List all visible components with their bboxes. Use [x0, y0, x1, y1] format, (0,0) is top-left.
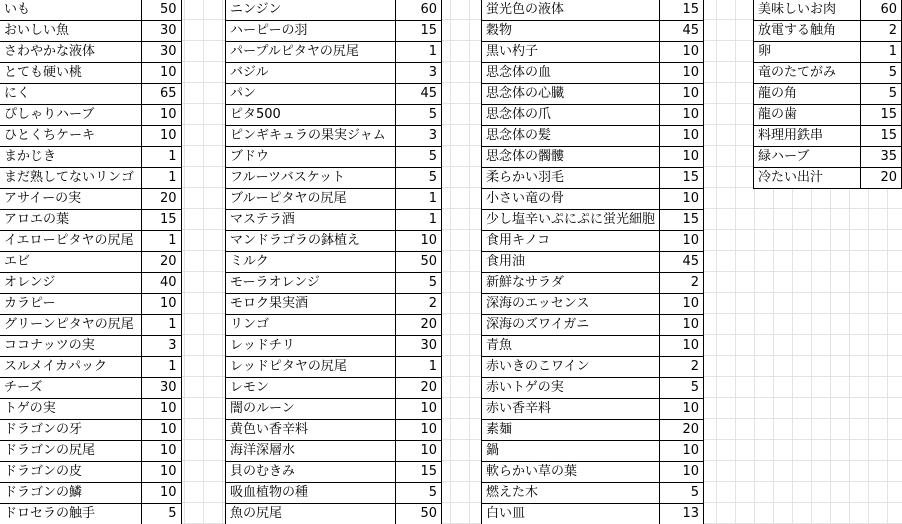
- item-name-cell[interactable]: レッドピタヤの尻尾: [226, 357, 396, 378]
- table-row: [482, 84, 704, 105]
- item-quantity-cell[interactable]: 60: [860, 0, 901, 21]
- table-row: [0, 483, 181, 504]
- table-row: [482, 252, 704, 273]
- item-quantity-cell[interactable]: 10: [396, 441, 442, 462]
- table-row: [226, 84, 442, 105]
- item-quantity-cell[interactable]: 15: [660, 168, 704, 189]
- item-quantity-cell[interactable]: 5: [396, 168, 442, 189]
- table-row: [0, 105, 181, 126]
- item-name-cell[interactable]: 闇のルーン: [226, 399, 396, 420]
- item-quantity-cell[interactable]: 60: [396, 0, 442, 21]
- item-name-cell[interactable]: ピタ500: [226, 105, 396, 126]
- item-name-cell[interactable]: 思念体の爪: [482, 105, 660, 126]
- item-name-cell[interactable]: グリーンピタヤの尻尾: [0, 315, 141, 336]
- item-name-cell[interactable]: フルーツバスケット: [226, 168, 396, 189]
- table-row: [754, 0, 902, 21]
- item-quantity-cell[interactable]: 10: [141, 420, 181, 441]
- table-row: [226, 189, 442, 210]
- item-quantity-cell[interactable]: 2: [660, 357, 704, 378]
- table-row: [226, 210, 442, 231]
- item-quantity-cell[interactable]: 10: [660, 189, 704, 210]
- item-name-cell[interactable]: モーラオレンジ: [226, 273, 396, 294]
- item-quantity-cell[interactable]: 5: [396, 483, 442, 504]
- item-name-cell[interactable]: 食用キノコ: [482, 231, 660, 252]
- table-row: [482, 336, 704, 357]
- item-name-cell[interactable]: 緑ハーブ: [754, 147, 861, 168]
- table-row: [226, 483, 442, 504]
- table-row: [0, 252, 181, 273]
- item-quantity-cell[interactable]: 20: [396, 315, 442, 336]
- item-name-cell[interactable]: 鍋: [482, 441, 660, 462]
- item-quantity-cell[interactable]: 50: [141, 0, 181, 21]
- table-row: [0, 189, 181, 210]
- item-quantity-cell[interactable]: 10: [660, 315, 704, 336]
- item-name-cell[interactable]: 深海のズワイガニ: [482, 315, 660, 336]
- table-row: [226, 105, 442, 126]
- item-name-cell[interactable]: 魚の尻尾: [226, 504, 396, 524]
- table-row: [482, 147, 704, 168]
- item-quantity-cell[interactable]: 15: [141, 210, 181, 231]
- item-name-cell[interactable]: パン: [226, 84, 396, 105]
- table-row: [226, 294, 442, 315]
- item-quantity-cell[interactable]: 15: [660, 0, 704, 21]
- item-name-cell[interactable]: 放電する触角: [754, 21, 861, 42]
- item-quantity-cell[interactable]: 20: [860, 168, 901, 189]
- table-row: [482, 504, 704, 524]
- item-name-cell[interactable]: ひとくちケーキ: [0, 126, 141, 147]
- item-name-cell[interactable]: モロク果実酒: [226, 294, 396, 315]
- item-quantity-cell[interactable]: 10: [660, 63, 704, 84]
- item-name-cell[interactable]: まだ熟してないリンゴ: [0, 168, 141, 189]
- item-quantity-cell[interactable]: 10: [396, 420, 442, 441]
- item-name-cell[interactable]: バジル: [226, 63, 396, 84]
- table-row: [226, 168, 442, 189]
- item-quantity-cell[interactable]: 10: [660, 147, 704, 168]
- item-quantity-cell[interactable]: 10: [660, 336, 704, 357]
- table-row: [0, 399, 181, 420]
- item-quantity-cell[interactable]: 35: [860, 147, 901, 168]
- ingredient-table-4: [753, 0, 902, 189]
- table-row: [226, 378, 442, 399]
- table-row: [226, 504, 442, 524]
- item-quantity-cell[interactable]: 1: [396, 357, 442, 378]
- item-name-cell[interactable]: 龍の歯: [754, 105, 861, 126]
- table-row: [482, 168, 704, 189]
- table-row: [0, 357, 181, 378]
- table-row: [482, 294, 704, 315]
- item-name-cell[interactable]: 竜のたてがみ: [754, 63, 861, 84]
- item-quantity-cell[interactable]: 10: [141, 462, 181, 483]
- item-name-cell[interactable]: ドロセラの触手: [0, 504, 141, 524]
- item-quantity-cell[interactable]: 5: [860, 63, 901, 84]
- item-quantity-cell[interactable]: 20: [396, 378, 442, 399]
- table-row: [482, 483, 704, 504]
- item-name-cell[interactable]: 思念体の心臓: [482, 84, 660, 105]
- item-name-cell[interactable]: リンゴ: [226, 315, 396, 336]
- table-row: [226, 462, 442, 483]
- item-name-cell[interactable]: ドラゴンの牙: [0, 420, 141, 441]
- table-row: [226, 336, 442, 357]
- table-row: [0, 63, 181, 84]
- table-row: [482, 0, 704, 21]
- item-quantity-cell[interactable]: 45: [396, 84, 442, 105]
- item-name-cell[interactable]: 料理用鉄串: [754, 126, 861, 147]
- item-quantity-cell[interactable]: 20: [141, 252, 181, 273]
- item-name-cell[interactable]: 思念体の髪: [482, 126, 660, 147]
- item-name-cell[interactable]: 蛍光色の液体: [482, 0, 660, 21]
- table-row: [482, 441, 704, 462]
- item-name-cell[interactable]: 小さい竜の骨: [482, 189, 660, 210]
- table-row: [0, 231, 181, 252]
- table-row: [754, 105, 902, 126]
- item-quantity-cell[interactable]: 10: [660, 294, 704, 315]
- table-row: [754, 21, 902, 42]
- item-name-cell[interactable]: ブルーピタヤの尻尾: [226, 189, 396, 210]
- item-quantity-cell[interactable]: 5: [396, 105, 442, 126]
- item-name-cell[interactable]: 穀物: [482, 21, 660, 42]
- item-quantity-cell[interactable]: 1: [141, 168, 181, 189]
- item-name-cell[interactable]: いも: [0, 0, 141, 21]
- table-row: [0, 441, 181, 462]
- ingredient-table-1: [0, 0, 182, 524]
- item-quantity-cell[interactable]: 10: [660, 441, 704, 462]
- item-name-cell[interactable]: ブドウ: [226, 147, 396, 168]
- item-name-cell[interactable]: ドラゴンの鱗: [0, 483, 141, 504]
- table-row: [482, 210, 704, 231]
- item-name-cell[interactable]: 青魚: [482, 336, 660, 357]
- item-name-cell[interactable]: 赤い香辛料: [482, 399, 660, 420]
- item-name-cell[interactable]: ドラゴンの尻尾: [0, 441, 141, 462]
- table-row: [754, 84, 902, 105]
- table-row: [226, 231, 442, 252]
- item-name-cell[interactable]: オレンジ: [0, 273, 141, 294]
- item-quantity-cell[interactable]: 2: [860, 21, 901, 42]
- table-row: [482, 378, 704, 399]
- item-name-cell[interactable]: 深海のエッセンス: [482, 294, 660, 315]
- item-name-cell[interactable]: 黒い杓子: [482, 42, 660, 63]
- item-name-cell[interactable]: スルメイカパック: [0, 357, 141, 378]
- item-quantity-cell[interactable]: 3: [396, 126, 442, 147]
- item-quantity-cell[interactable]: 10: [141, 399, 181, 420]
- table-row: [482, 231, 704, 252]
- item-quantity-cell[interactable]: 30: [141, 21, 181, 42]
- table-row: [482, 357, 704, 378]
- item-quantity-cell[interactable]: 2: [660, 273, 704, 294]
- item-name-cell[interactable]: 吸血植物の種: [226, 483, 396, 504]
- item-name-cell[interactable]: カラピー: [0, 294, 141, 315]
- table-row: [0, 21, 181, 42]
- table-row: [226, 0, 442, 21]
- item-quantity-cell[interactable]: 50: [396, 504, 442, 524]
- item-quantity-cell[interactable]: 10: [141, 63, 181, 84]
- item-quantity-cell[interactable]: 10: [660, 462, 704, 483]
- item-name-cell[interactable]: とても硬い桃: [0, 63, 141, 84]
- item-name-cell[interactable]: 龍の角: [754, 84, 861, 105]
- table-row: [0, 126, 181, 147]
- table-row: [754, 147, 902, 168]
- item-name-cell[interactable]: アロエの葉: [0, 210, 141, 231]
- item-name-cell[interactable]: チーズ: [0, 378, 141, 399]
- item-name-cell[interactable]: 思念体の血: [482, 63, 660, 84]
- item-name-cell[interactable]: マンドラゴラの鉢植え: [226, 231, 396, 252]
- item-name-cell[interactable]: 赤いトゲの実: [482, 378, 660, 399]
- item-name-cell[interactable]: 軟らかい草の葉: [482, 462, 660, 483]
- table-row: [226, 420, 442, 441]
- item-name-cell[interactable]: ぴしゃりハーブ: [0, 105, 141, 126]
- item-name-cell[interactable]: レモン: [226, 378, 396, 399]
- item-name-cell[interactable]: トゲの実: [0, 399, 141, 420]
- item-quantity-cell[interactable]: 10: [660, 84, 704, 105]
- table-row: [0, 210, 181, 231]
- table-row: [0, 420, 181, 441]
- table-row: [226, 399, 442, 420]
- item-name-cell[interactable]: 赤いきのこワイン: [482, 357, 660, 378]
- item-quantity-cell[interactable]: 15: [860, 126, 901, 147]
- ingredient-table-2: [225, 0, 442, 524]
- item-quantity-cell[interactable]: 1: [141, 357, 181, 378]
- item-quantity-cell[interactable]: 10: [396, 399, 442, 420]
- table-row: [482, 462, 704, 483]
- table-row: [226, 147, 442, 168]
- item-quantity-cell[interactable]: 15: [860, 105, 901, 126]
- item-name-cell[interactable]: マステラ酒: [226, 210, 396, 231]
- item-name-cell[interactable]: アサイーの実: [0, 189, 141, 210]
- table-row: [482, 63, 704, 84]
- item-quantity-cell[interactable]: 2: [396, 294, 442, 315]
- table-row: [754, 63, 902, 84]
- item-name-cell[interactable]: 貝のむきみ: [226, 462, 396, 483]
- item-name-cell[interactable]: パープルピタヤの尻尾: [226, 42, 396, 63]
- item-quantity-cell[interactable]: 45: [660, 252, 704, 273]
- item-quantity-cell[interactable]: 5: [660, 483, 704, 504]
- item-quantity-cell[interactable]: 5: [860, 84, 901, 105]
- table-row: [0, 504, 181, 524]
- item-quantity-cell[interactable]: 15: [396, 21, 442, 42]
- item-name-cell[interactable]: ハーピーの羽: [226, 21, 396, 42]
- item-name-cell[interactable]: 黄色い香辛料: [226, 420, 396, 441]
- table-row: [482, 189, 704, 210]
- item-quantity-cell[interactable]: 1: [396, 189, 442, 210]
- table-row: [226, 21, 442, 42]
- table-row: [0, 84, 181, 105]
- table-row: [0, 0, 181, 21]
- item-quantity-cell[interactable]: 45: [660, 21, 704, 42]
- item-name-cell[interactable]: 素麺: [482, 420, 660, 441]
- table-row: [754, 126, 902, 147]
- table-row: [482, 42, 704, 63]
- table-row: [0, 42, 181, 63]
- item-quantity-cell[interactable]: 1: [141, 231, 181, 252]
- item-name-cell[interactable]: 思念体の髑髏: [482, 147, 660, 168]
- item-name-cell[interactable]: エビ: [0, 252, 141, 273]
- item-name-cell[interactable]: 新鮮なサラダ: [482, 273, 660, 294]
- table-row: [482, 105, 704, 126]
- item-name-cell[interactable]: 冷たい出汁: [754, 168, 861, 189]
- item-quantity-cell[interactable]: 1: [396, 210, 442, 231]
- table-row: [0, 378, 181, 399]
- table-row: [226, 273, 442, 294]
- item-quantity-cell[interactable]: 30: [141, 42, 181, 63]
- table-row: [226, 126, 442, 147]
- item-name-cell[interactable]: 白い皿: [482, 504, 660, 524]
- item-quantity-cell[interactable]: 10: [660, 105, 704, 126]
- item-name-cell[interactable]: 少し塩辛いぷにぷに蛍光細胞: [482, 210, 660, 231]
- table-row: [0, 462, 181, 483]
- item-quantity-cell[interactable]: 10: [660, 399, 704, 420]
- item-quantity-cell[interactable]: 10: [141, 105, 181, 126]
- table-row: [0, 147, 181, 168]
- item-name-cell[interactable]: ミルク: [226, 252, 396, 273]
- item-quantity-cell[interactable]: 30: [141, 378, 181, 399]
- ingredient-table-3: [481, 0, 704, 524]
- table-row: [0, 315, 181, 336]
- table-row: [482, 315, 704, 336]
- item-quantity-cell[interactable]: 15: [396, 462, 442, 483]
- item-name-cell[interactable]: おいしい魚: [0, 21, 141, 42]
- item-name-cell[interactable]: ピンギキュラの果実ジャム: [226, 126, 396, 147]
- item-quantity-cell[interactable]: 3: [141, 336, 181, 357]
- item-quantity-cell[interactable]: 10: [141, 441, 181, 462]
- item-quantity-cell[interactable]: 5: [141, 504, 181, 524]
- table-row: [226, 357, 442, 378]
- table-row: [226, 63, 442, 84]
- item-quantity-cell[interactable]: 5: [396, 273, 442, 294]
- item-name-cell[interactable]: 海洋深層水: [226, 441, 396, 462]
- table-row: [0, 273, 181, 294]
- table-row: [482, 420, 704, 441]
- table-row: [0, 294, 181, 315]
- table-row: [754, 42, 902, 63]
- table-row: [482, 126, 704, 147]
- item-quantity-cell[interactable]: 10: [660, 231, 704, 252]
- item-quantity-cell[interactable]: 10: [141, 294, 181, 315]
- table-row: [0, 336, 181, 357]
- item-quantity-cell[interactable]: 13: [660, 504, 704, 524]
- table-row: [482, 273, 704, 294]
- item-quantity-cell[interactable]: 5: [396, 147, 442, 168]
- item-quantity-cell[interactable]: 3: [396, 63, 442, 84]
- item-quantity-cell[interactable]: 10: [660, 42, 704, 63]
- item-quantity-cell[interactable]: 10: [141, 483, 181, 504]
- item-name-cell[interactable]: まかじき: [0, 147, 141, 168]
- table-row: [226, 42, 442, 63]
- item-name-cell[interactable]: ドラゴンの皮: [0, 462, 141, 483]
- item-quantity-cell[interactable]: 10: [396, 231, 442, 252]
- item-quantity-cell[interactable]: 50: [396, 252, 442, 273]
- item-quantity-cell[interactable]: 40: [141, 273, 181, 294]
- item-quantity-cell[interactable]: 15: [660, 210, 704, 231]
- item-quantity-cell[interactable]: 1: [141, 147, 181, 168]
- table-row: [482, 399, 704, 420]
- item-quantity-cell[interactable]: 10: [660, 126, 704, 147]
- item-quantity-cell[interactable]: 1: [860, 42, 901, 63]
- item-name-cell[interactable]: ココナッツの実: [0, 336, 141, 357]
- item-name-cell[interactable]: 卵: [754, 42, 861, 63]
- item-name-cell[interactable]: 燃えた木: [482, 483, 660, 504]
- item-name-cell[interactable]: イエローピタヤの尻尾: [0, 231, 141, 252]
- item-name-cell[interactable]: 食用油: [482, 252, 660, 273]
- table-row: [226, 315, 442, 336]
- item-quantity-cell[interactable]: 1: [396, 42, 442, 63]
- table-row: [482, 21, 704, 42]
- item-quantity-cell[interactable]: 1: [141, 315, 181, 336]
- table-row: [0, 168, 181, 189]
- item-name-cell[interactable]: ニンジン: [226, 0, 396, 21]
- item-quantity-cell[interactable]: 20: [141, 189, 181, 210]
- item-name-cell[interactable]: レッドチリ: [226, 336, 396, 357]
- item-quantity-cell[interactable]: 10: [141, 126, 181, 147]
- item-quantity-cell[interactable]: 20: [660, 420, 704, 441]
- item-quantity-cell[interactable]: 65: [141, 84, 181, 105]
- item-name-cell[interactable]: 柔らかい羽毛: [482, 168, 660, 189]
- item-name-cell[interactable]: にく: [0, 84, 141, 105]
- item-name-cell[interactable]: 美味しいお肉: [754, 0, 861, 21]
- item-name-cell[interactable]: さわやかな液体: [0, 42, 141, 63]
- table-row: [754, 168, 902, 189]
- item-quantity-cell[interactable]: 30: [396, 336, 442, 357]
- table-row: [226, 441, 442, 462]
- item-quantity-cell[interactable]: 5: [660, 378, 704, 399]
- table-row: [226, 252, 442, 273]
